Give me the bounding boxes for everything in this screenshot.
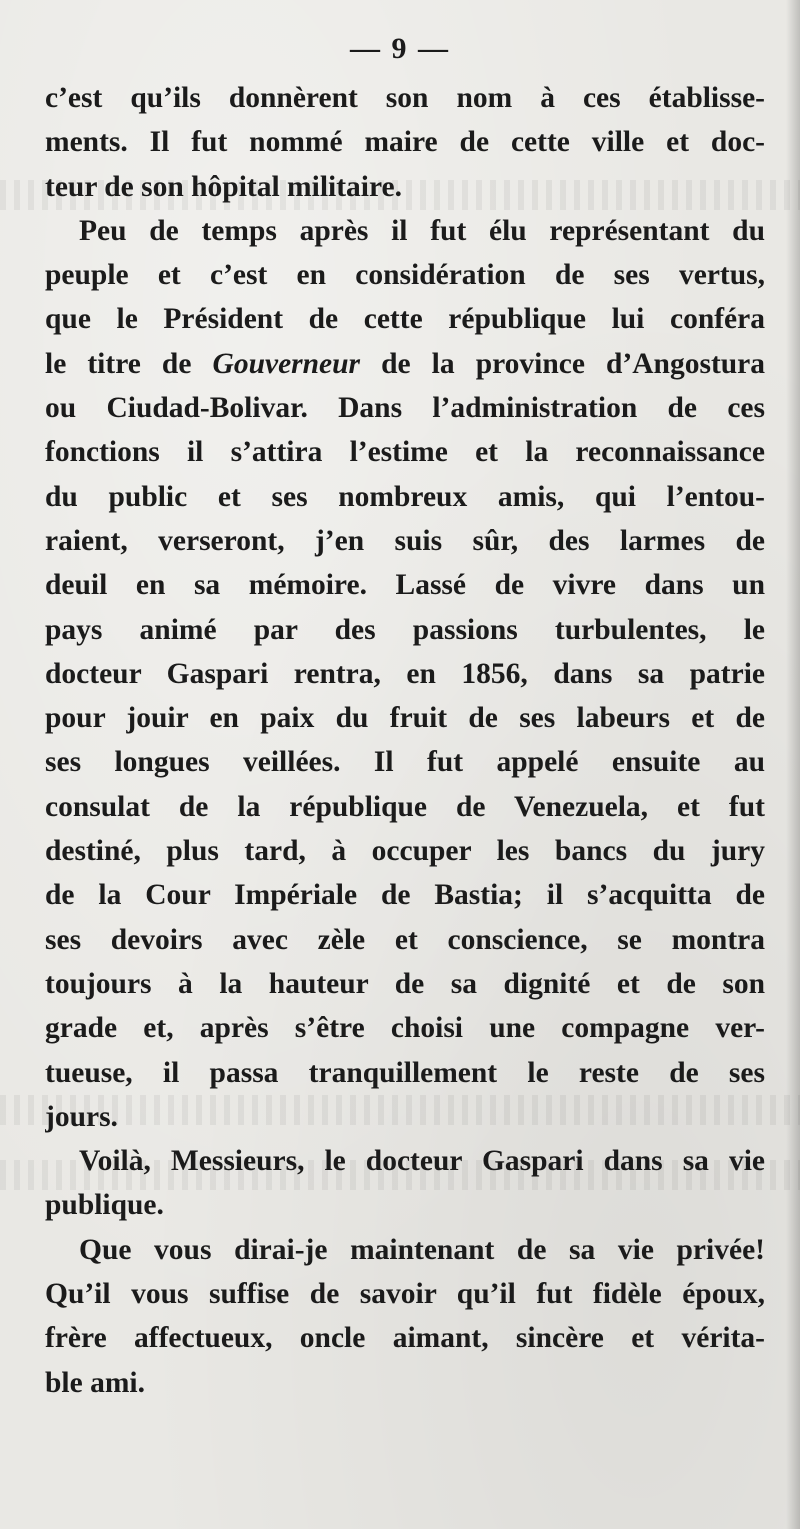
text-line: c’est qu’ils donnèrent son nom à ces établisse-: [45, 82, 765, 114]
text-line: raient, verseront, j’en suis sûr, des larmes de: [45, 524, 765, 557]
text-line: ses devoirs avec zèle et conscience, se montra: [45, 923, 765, 956]
text-line: jours.: [45, 1100, 118, 1133]
text-line: que le Président de cette république lui conféra: [45, 303, 765, 336]
text-line: Voilà, Messieurs, le docteur Gaspari dans sa vie: [79, 1145, 765, 1178]
text-line: grade et, après s’être choisi une compagne ver-: [45, 1012, 765, 1045]
text-line: publique.: [45, 1189, 164, 1222]
text-line: de la Cour Impériale de Bastia; il s’acquitta de: [45, 879, 765, 912]
text-line: Que vous dirai-je maintenant de sa vie privée!: [79, 1233, 765, 1266]
text-line: deuil en sa mémoire. Lassé de vivre dans un: [45, 569, 765, 602]
text-fragment: de la province d’Angostura: [381, 347, 765, 380]
text-line: docteur Gaspari rentra, en 1856, dans sa patrie: [45, 657, 765, 690]
text-line: ou Ciudad-Bolivar. Dans l’administration de ces: [45, 392, 765, 425]
text-line: Qu’il vous suffise de savoir qu’il fut fidèle époux,: [45, 1278, 765, 1311]
text-fragment: le titre de: [45, 347, 192, 380]
text-line: toujours à la hauteur de sa dignité et de son: [45, 967, 765, 1000]
text-line: pays animé par des passions turbulentes, le: [45, 613, 765, 646]
text-line: destiné, plus tard, à occuper les bancs du jury: [45, 835, 765, 868]
text-line: du public et ses nombreux amis, qui l’entou-: [45, 480, 765, 513]
text-line: ble ami.: [45, 1366, 145, 1399]
italic-term: Gouverneur: [212, 347, 361, 380]
text-line: tueuse, il passa tranquillement le reste de ses: [45, 1056, 765, 1089]
text-line: teur de son hôpital militaire.: [45, 170, 403, 203]
text-line: peuple et c’est en considération de ses vertus,: [45, 259, 765, 292]
text-line: ments. Il fut nommé maire de cette ville et doc-: [45, 126, 765, 159]
text-line: frère affectueux, oncle aimant, sincère et vérita-: [45, 1322, 765, 1355]
page-edge-shadow: [786, 0, 800, 1529]
text-line: Peu de temps après il fut élu représentant du: [79, 214, 765, 247]
text-line-mixed: [45, 342, 765, 386]
text-line: fonctions il s’attira l’estime et la reconnaissance: [45, 436, 765, 469]
page-number: — 9 —: [350, 32, 450, 65]
text-line: consulat de la république de Venezuela, et fut: [45, 790, 765, 823]
body-text: [45, 76, 765, 1405]
text-line: ses longues veillées. Il fut appelé ensuite au: [45, 746, 765, 779]
text-line: pour jouir en paix du fruit de ses labeurs et de: [45, 702, 765, 735]
